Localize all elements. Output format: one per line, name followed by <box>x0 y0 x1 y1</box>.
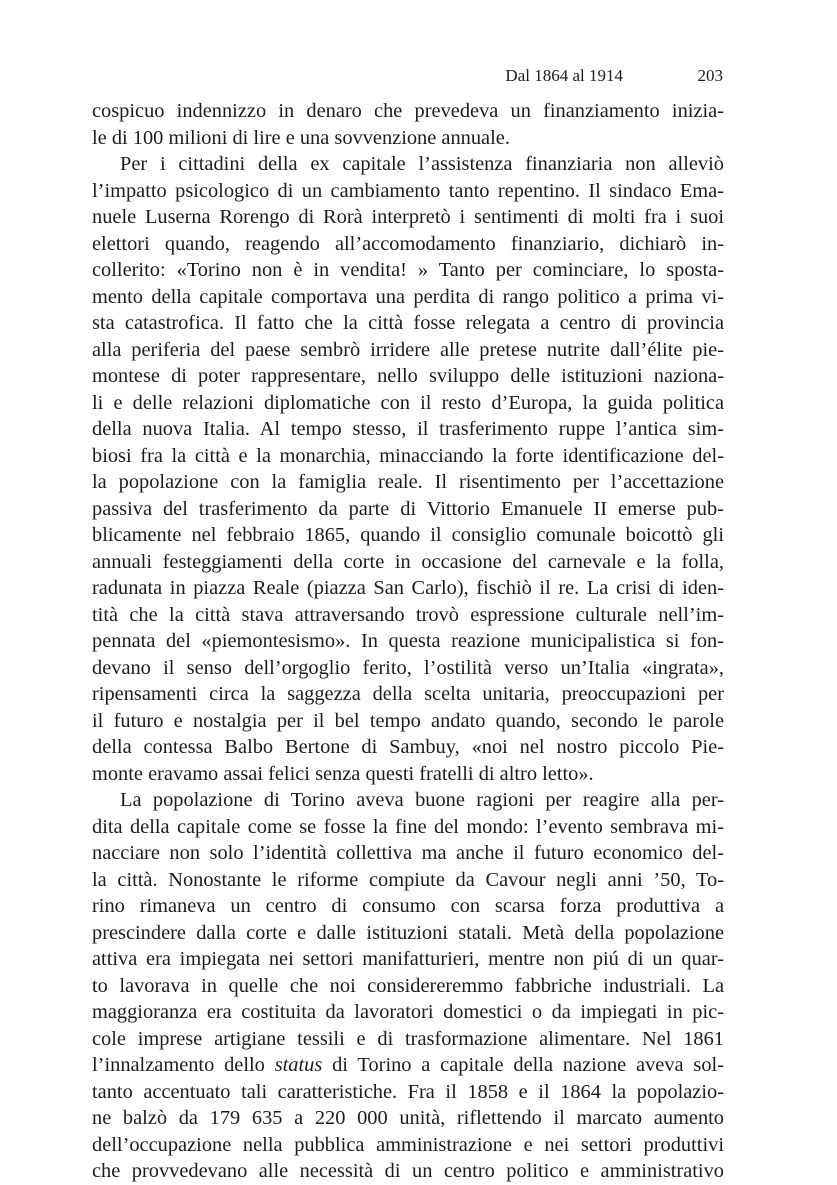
text-line: radunata in piazza Reale (piazza San Carlo), fischiò il re. La crisi di iden- <box>92 577 724 599</box>
text-line: l’impatto psicologico di un cambiamento tanto repentino. Il sindaco Ema- <box>92 179 724 202</box>
text-line: attiva era impiegata nei settori manifatturieri, mentre non piú di un quar- <box>92 948 724 970</box>
text-line: le di 100 milioni di lire e una sovvenzione annuale. <box>92 126 510 149</box>
text-line <box>92 1052 724 1079</box>
text-line: monte eravamo assai felici senza questi fratelli di altro letto». <box>92 762 594 785</box>
text-line: il futuro e nostalgia per il bel tempo andato quando, secondo le parole <box>92 709 724 732</box>
text-line: nacciare non solo l’identità collettiva ma anche il futuro economico del- <box>92 842 724 864</box>
text-line: della nuova Italia. Al tempo stesso, il trasferimento ruppe l’antica sim- <box>92 418 724 440</box>
text-line: cole imprese artigiane tessili e di trasformazione alimentare. Nel 1861 <box>92 1027 724 1050</box>
running-title: Dal 1864 al 1914 <box>505 66 623 85</box>
text-line: elettori quando, reagendo all’accomodamento finanziario, dichiarò in- <box>92 232 724 255</box>
text-run: l’innalzamento dello <box>92 1054 275 1076</box>
text-line: li e delle relazioni diplomatiche con il resto d’Europa, la guida politica <box>92 391 724 414</box>
text-line: dita della capitale come se fosse la fine del mondo: l’evento sembrava mi- <box>92 815 724 838</box>
text-line: prescindere dalla corte e dalle istituzioni statali. Metà della popolazione <box>92 921 724 944</box>
text-run: di Torino a capitale della nazione aveva sol- <box>322 1054 724 1076</box>
text-line: mento della capitale comportava una perdita di rango politico a prima vi- <box>92 285 724 308</box>
text-line: ne balzò da 179 635 a 220 000 unità, riflettendo il marcato aumento <box>92 1107 724 1129</box>
text-line: collerito: «Torino non è in vendita! » Tanto per cominciare, lo sposta- <box>92 259 724 281</box>
text-line: tanto accentuato tali caratteristiche. Fra il 1858 e il 1864 la popolazio- <box>92 1080 724 1103</box>
text-line: La popolazione di Torino aveva buone ragioni per reagire alla per- <box>120 789 724 811</box>
running-head <box>92 64 723 88</box>
italic-term: status <box>274 1054 323 1076</box>
text-line: passiva del trasferimento da parte di Vittorio Emanuele II emerse pub- <box>92 497 724 520</box>
text-line: devano il senso dell’orgoglio ferito, l’ostilità verso un’Italia «ingrata», <box>92 656 724 679</box>
text-line: maggioranza era costituita da lavoratori domestici o da impiegati in pic- <box>92 1001 724 1023</box>
text-line: la popolazione con la famiglia reale. Il risentimento per l’accettazione <box>92 471 724 493</box>
text-line: Per i cittadini della ex capitale l’assistenza finanziaria non alleviò <box>120 153 724 175</box>
text-line: dell’occupazione nella pubblica amministrazione e nei settori produttivi <box>92 1133 724 1156</box>
text-line: blicamente nel febbraio 1865, quando il consiglio comunale boicottò gli <box>92 524 724 546</box>
text-line: della contessa Balbo Bertone di Sambuy, «noi nel nostro piccolo Pie- <box>92 736 724 758</box>
text-line: annuali festeggiamenti della corte in occasione del carnevale e la folla, <box>92 550 724 573</box>
text-line: cospicuo indennizzo in denaro che prevedeva un finanziamento inizia- <box>92 100 724 122</box>
page-number: 203 <box>697 66 723 85</box>
text-line: rino rimaneva un centro di consumo con scarsa forza produttiva a <box>92 895 724 917</box>
text-line: sta catastrofica. Il fatto che la città fosse relegata a centro di provincia <box>92 312 724 334</box>
text-line: la città. Nonostante le riforme compiute da Cavour negli anni ’50, To- <box>92 868 724 891</box>
text-line: pennata del «piemontesismo». In questa reazione municipalistica si fon- <box>92 630 724 652</box>
text-line: tità che la città stava attraversando trovò espressione culturale nell’im- <box>92 603 724 626</box>
text-line: to lavorava in quelle che noi considereremmo fabbriche industriali. La <box>92 974 724 997</box>
text-line: nuele Luserna Rorengo di Rorà interpretò i sentimenti di molti fra i suoi <box>92 206 724 228</box>
text-line: montese di poter rappresentare, nello sviluppo delle istituzioni naziona- <box>92 365 724 387</box>
text-line: che provvedevano alle necessità di un centro politico e amministrativo <box>92 1160 724 1182</box>
body-text <box>92 98 724 1185</box>
text-line: alla periferia del paese sembrò irridere alle pretese nutrite dall’élite pie- <box>92 338 724 361</box>
text-line: ripensamenti circa la saggezza della scelta unitaria, preoccupazioni per <box>92 683 724 705</box>
text-line: biosi fra la città e la monarchia, minacciando la forte identificazione del- <box>92 444 724 467</box>
